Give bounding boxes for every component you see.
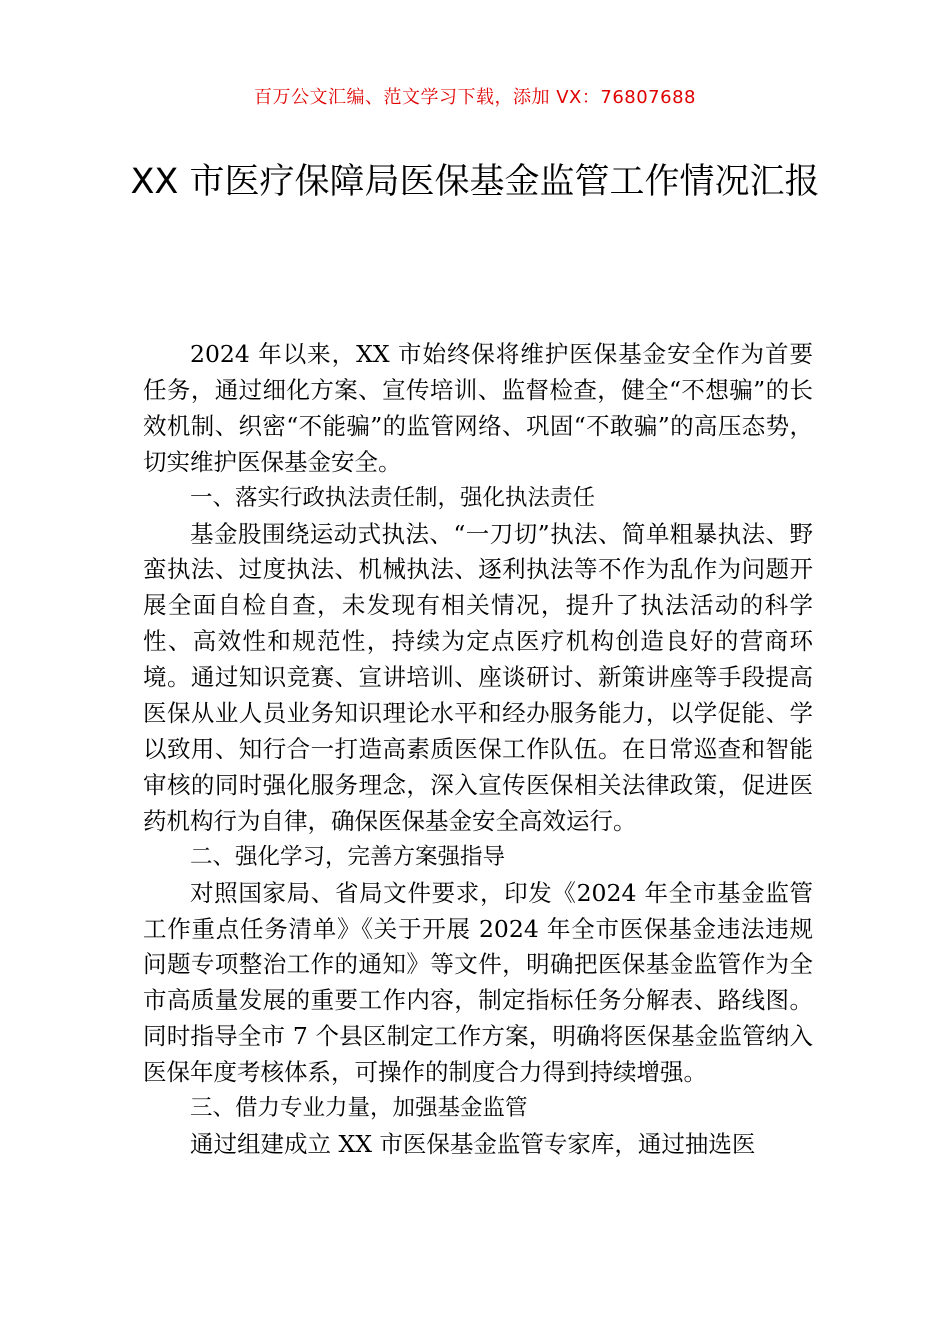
document-title: XX 市医疗保障局医保基金监管工作情况汇报 <box>130 162 820 202</box>
paragraph-section-1: 基金股围绕运动式执法、“一刀切”执法、简单粗暴执法、野蛮执法、过度执法、机械执法、逐利执法等不作为乱作为问题开展全面自检自查，未发现有相关情况，提升了执法活动的科学性、高效性和规范性，持续为定点医疗机构创造良好的营商环境。通过知识竞赛、宣讲培训、座谈研讨、新策讲座等手段提高医保从业人员业务知识理论水平和经办服务能力，以学促能、学以致用、知行合一打造高素质医保工作队伍。在日常巡查和智能审核的同时强化服务理念，深入宣传医保相关法律政策，促进医药机构行为自律，确保医保基金安全高效运行。 <box>143 519 813 835</box>
paragraph-section-2: 对照国家局、省局文件要求，印发《2024 年全市基金监管工作重点任务清单》《关于开展 2024 年全市医保基金违法违规问题专项整治工作的通知》等文件，明确把医保基金监管作为全市高质量发展的重要工作内容，制定指标任务分解表、路线图。同时指导全市 7 个县区制定工作方案，明确将医保基金监管纳入医保年度考核体系，可操作的制度合力得到持续增强。 <box>143 878 813 1087</box>
section-heading-3: 三、借力专业力量，加强基金监管 <box>190 1095 528 1122</box>
section-heading-2: 二、强化学习，完善方案强指导 <box>190 843 506 870</box>
document-body <box>143 337 813 1163</box>
paragraph-intro: 2024 年以来，XX 市始终保将维护医保基金安全作为首要任务，通过细化方案、宣传培训、监督检查，健全“不想骗”的长效机制、织密“不能骗”的监管网络、巩固“不敢骗”的高压态势，切实维护医保基金安全。 <box>143 340 813 476</box>
section-heading-1: 一、落实行政执法责任制，强化执法责任 <box>190 484 596 511</box>
watermark-note: 百万公文汇编、范文学习下载，添加 VX：76807688 <box>254 87 696 108</box>
paragraph-section-3: 通过组建成立 XX 市医保基金监管专家库，通过抽选医 <box>190 1129 756 1158</box>
